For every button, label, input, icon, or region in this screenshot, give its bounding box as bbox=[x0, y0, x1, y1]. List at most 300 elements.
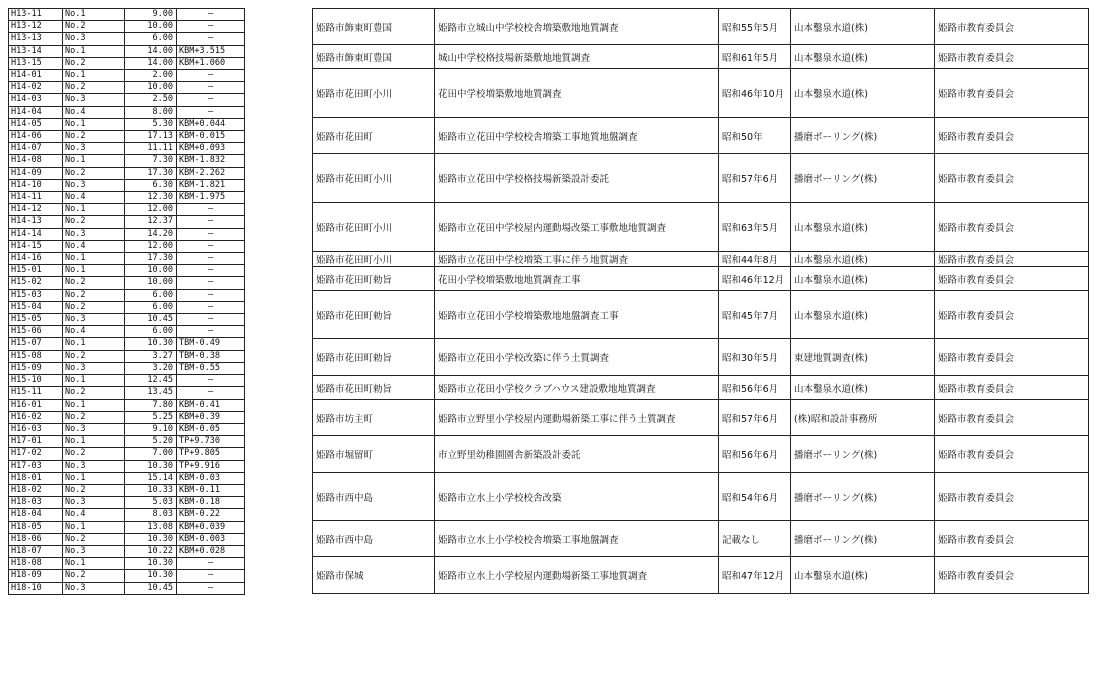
borehole-id: H15-04 bbox=[9, 301, 63, 313]
survey-row bbox=[313, 118, 1089, 154]
survey-client: 姫路市教育委員会 bbox=[935, 436, 1089, 473]
survey-date: 昭和50年 bbox=[719, 118, 791, 154]
borehole-depth: 17.30 bbox=[125, 253, 177, 265]
survey-row bbox=[313, 376, 1089, 400]
borehole-elevation: — bbox=[177, 216, 245, 228]
borehole-id: H17-02 bbox=[9, 448, 63, 460]
borehole-id: H14-11 bbox=[9, 192, 63, 204]
borehole-id: H13-11 bbox=[9, 9, 63, 21]
survey-contractor: 播磨ボーリング(株) bbox=[791, 521, 935, 557]
survey-client: 姫路市教育委員会 bbox=[935, 45, 1089, 69]
borehole-elevation: KBM+0.039 bbox=[177, 521, 245, 533]
spacer-cell bbox=[245, 167, 309, 179]
spacer-cell bbox=[245, 228, 309, 240]
borehole-id: H14-04 bbox=[9, 106, 63, 118]
borehole-row bbox=[9, 558, 309, 570]
borehole-row bbox=[9, 545, 309, 557]
borehole-elevation: KBM+3.515 bbox=[177, 45, 245, 57]
borehole-row bbox=[9, 399, 309, 411]
borehole-no: No.1 bbox=[63, 70, 125, 82]
borehole-elevation: TBM-0.49 bbox=[177, 338, 245, 350]
borehole-id: H14-09 bbox=[9, 167, 63, 179]
survey-title: 姫路市立花田中学校屋内運動場改築工事敷地地質調査 bbox=[435, 203, 719, 252]
survey-date: 昭和30年5月 bbox=[719, 339, 791, 376]
borehole-depth: 8.03 bbox=[125, 509, 177, 521]
spacer-cell bbox=[245, 448, 309, 460]
survey-row bbox=[313, 252, 1089, 267]
borehole-depth: 10.00 bbox=[125, 82, 177, 94]
borehole-depth: 12.00 bbox=[125, 204, 177, 216]
borehole-depth: 10.22 bbox=[125, 545, 177, 557]
borehole-id: H18-02 bbox=[9, 484, 63, 496]
borehole-id: H17-01 bbox=[9, 436, 63, 448]
borehole-no: No.1 bbox=[63, 472, 125, 484]
borehole-elevation: — bbox=[177, 94, 245, 106]
spacer-cell bbox=[245, 33, 309, 45]
borehole-elevation: — bbox=[177, 82, 245, 94]
survey-place: 姫路市花田町勅旨 bbox=[313, 339, 435, 376]
spacer-cell bbox=[245, 118, 309, 130]
borehole-row bbox=[9, 118, 309, 130]
borehole-depth: 5.25 bbox=[125, 411, 177, 423]
spacer-cell bbox=[245, 289, 309, 301]
borehole-elevation: KBM+0.028 bbox=[177, 545, 245, 557]
borehole-no: No.3 bbox=[63, 228, 125, 240]
borehole-row bbox=[9, 45, 309, 57]
borehole-depth: 6.00 bbox=[125, 301, 177, 313]
survey-title: 姫路市立水上小学校屋内運動場新築工事地質調査 bbox=[435, 557, 719, 594]
spacer-cell bbox=[245, 131, 309, 143]
borehole-no: No.2 bbox=[63, 131, 125, 143]
survey-place: 姫路市花田町勅旨 bbox=[313, 376, 435, 400]
survey-client: 姫路市教育委員会 bbox=[935, 473, 1089, 521]
borehole-id: H13-12 bbox=[9, 21, 63, 33]
spacer-cell bbox=[245, 314, 309, 326]
spacer-cell bbox=[245, 9, 309, 21]
borehole-elevation: — bbox=[177, 21, 245, 33]
document-page bbox=[8, 8, 1088, 668]
borehole-id: H14-02 bbox=[9, 82, 63, 94]
spacer-cell bbox=[245, 155, 309, 167]
borehole-depth: 2.00 bbox=[125, 70, 177, 82]
survey-title: 城山中学校格技場新築敷地地質調査 bbox=[435, 45, 719, 69]
borehole-row bbox=[9, 509, 309, 521]
borehole-no: No.1 bbox=[63, 265, 125, 277]
borehole-depth: 15.14 bbox=[125, 472, 177, 484]
borehole-row bbox=[9, 167, 309, 179]
survey-client: 姫路市教育委員会 bbox=[935, 9, 1089, 45]
survey-contractor: 播磨ボーリング(株) bbox=[791, 154, 935, 203]
borehole-depth: 6.00 bbox=[125, 33, 177, 45]
borehole-row bbox=[9, 350, 309, 362]
survey-client: 姫路市教育委員会 bbox=[935, 69, 1089, 118]
borehole-elevation: — bbox=[177, 387, 245, 399]
borehole-elevation: — bbox=[177, 301, 245, 313]
spacer-cell bbox=[245, 558, 309, 570]
borehole-depth: 10.30 bbox=[125, 460, 177, 472]
borehole-depth: 3.20 bbox=[125, 362, 177, 374]
borehole-elevation: TBM-0.38 bbox=[177, 350, 245, 362]
borehole-no: No.1 bbox=[63, 375, 125, 387]
borehole-elevation: — bbox=[177, 265, 245, 277]
borehole-depth: 10.45 bbox=[125, 314, 177, 326]
survey-row bbox=[313, 291, 1089, 339]
survey-row bbox=[313, 436, 1089, 473]
survey-row bbox=[313, 473, 1089, 521]
borehole-row bbox=[9, 240, 309, 252]
survey-title: 花田小学校増築敷地地質調査工事 bbox=[435, 267, 719, 291]
borehole-elevation: KBM+0.39 bbox=[177, 411, 245, 423]
borehole-depth: 6.00 bbox=[125, 326, 177, 338]
borehole-id: H15-02 bbox=[9, 277, 63, 289]
survey-title: 姫路市立花田小学校クラブハウス建設敷地地質調査 bbox=[435, 376, 719, 400]
borehole-id: H18-05 bbox=[9, 521, 63, 533]
survey-contractor: 播磨ボーリング(株) bbox=[791, 473, 935, 521]
borehole-row bbox=[9, 265, 309, 277]
borehole-no: No.4 bbox=[63, 106, 125, 118]
borehole-no: No.1 bbox=[63, 9, 125, 21]
borehole-no: No.2 bbox=[63, 289, 125, 301]
borehole-id: H14-07 bbox=[9, 143, 63, 155]
borehole-elevation: KBM-1.821 bbox=[177, 179, 245, 191]
survey-contractor: 山本鑿泉水道(株) bbox=[791, 557, 935, 594]
borehole-row bbox=[9, 94, 309, 106]
survey-contractor: 東建地質調査(株) bbox=[791, 339, 935, 376]
borehole-elevation: — bbox=[177, 582, 245, 594]
spacer-cell bbox=[245, 21, 309, 33]
borehole-id: H14-13 bbox=[9, 216, 63, 228]
survey-date: 昭和63年5月 bbox=[719, 203, 791, 252]
borehole-id: H15-03 bbox=[9, 289, 63, 301]
survey-row bbox=[313, 69, 1089, 118]
survey-place: 姫路市飾東町豊国 bbox=[313, 45, 435, 69]
spacer-cell bbox=[245, 253, 309, 265]
survey-client: 姫路市教育委員会 bbox=[935, 118, 1089, 154]
borehole-row bbox=[9, 277, 309, 289]
spacer-cell bbox=[245, 497, 309, 509]
borehole-depth: 9.10 bbox=[125, 423, 177, 435]
borehole-id: H15-08 bbox=[9, 350, 63, 362]
borehole-row bbox=[9, 472, 309, 484]
borehole-depth: 12.37 bbox=[125, 216, 177, 228]
borehole-row bbox=[9, 533, 309, 545]
borehole-id: H13-13 bbox=[9, 33, 63, 45]
borehole-row bbox=[9, 82, 309, 94]
survey-title: 姫路市立野里小学校屋内運動場新築工事に伴う土質調査 bbox=[435, 400, 719, 436]
borehole-id: H18-01 bbox=[9, 472, 63, 484]
borehole-elevation: — bbox=[177, 570, 245, 582]
survey-date: 昭和61年5月 bbox=[719, 45, 791, 69]
survey-title: 姫路市立水上小学校校舎増築工事地盤調査 bbox=[435, 521, 719, 557]
borehole-depth: 5.03 bbox=[125, 497, 177, 509]
survey-date: 昭和44年8月 bbox=[719, 252, 791, 267]
spacer-cell bbox=[245, 45, 309, 57]
borehole-no: No.2 bbox=[63, 570, 125, 582]
borehole-no: No.1 bbox=[63, 399, 125, 411]
survey-title: 姫路市立花田小学校増築敷地地盤調査工事 bbox=[435, 291, 719, 339]
borehole-depth: 13.45 bbox=[125, 387, 177, 399]
borehole-depth: 14.00 bbox=[125, 45, 177, 57]
spacer-cell bbox=[245, 326, 309, 338]
survey-contractor: 山本鑿泉水道(株) bbox=[791, 45, 935, 69]
survey-place: 姫路市花田町小川 bbox=[313, 154, 435, 203]
borehole-row bbox=[9, 70, 309, 82]
borehole-elevation: — bbox=[177, 289, 245, 301]
borehole-elevation: — bbox=[177, 204, 245, 216]
spacer-cell bbox=[245, 265, 309, 277]
borehole-no: No.3 bbox=[63, 582, 125, 594]
survey-date: 昭和47年12月 bbox=[719, 557, 791, 594]
borehole-no: No.3 bbox=[63, 94, 125, 106]
spacer-cell bbox=[245, 70, 309, 82]
survey-contractor: 山本鑿泉水道(株) bbox=[791, 69, 935, 118]
borehole-depth: 10.45 bbox=[125, 582, 177, 594]
borehole-elevation: — bbox=[177, 277, 245, 289]
survey-place: 姫路市花田町小川 bbox=[313, 203, 435, 252]
borehole-row bbox=[9, 411, 309, 423]
borehole-no: No.2 bbox=[63, 82, 125, 94]
borehole-depth: 10.30 bbox=[125, 570, 177, 582]
borehole-no: No.1 bbox=[63, 558, 125, 570]
survey-contractor: 播磨ボーリング(株) bbox=[791, 118, 935, 154]
borehole-depth: 10.00 bbox=[125, 21, 177, 33]
borehole-no: No.3 bbox=[63, 33, 125, 45]
borehole-elevation: KBM-0.22 bbox=[177, 509, 245, 521]
survey-place: 姫路市花田町小川 bbox=[313, 69, 435, 118]
borehole-depth: 10.30 bbox=[125, 338, 177, 350]
borehole-elevation: KBM-2.262 bbox=[177, 167, 245, 179]
borehole-id: H18-03 bbox=[9, 497, 63, 509]
borehole-id: H18-10 bbox=[9, 582, 63, 594]
borehole-elevation: TP+9.916 bbox=[177, 460, 245, 472]
borehole-no: No.4 bbox=[63, 240, 125, 252]
borehole-elevation: — bbox=[177, 558, 245, 570]
borehole-no: No.2 bbox=[63, 21, 125, 33]
survey-date: 昭和57年6月 bbox=[719, 400, 791, 436]
borehole-row bbox=[9, 179, 309, 191]
borehole-no: No.2 bbox=[63, 301, 125, 313]
survey-client: 姫路市教育委員会 bbox=[935, 376, 1089, 400]
spacer-cell bbox=[245, 106, 309, 118]
borehole-elevation: — bbox=[177, 326, 245, 338]
borehole-id: H15-10 bbox=[9, 375, 63, 387]
spacer-cell bbox=[245, 204, 309, 216]
survey-row bbox=[313, 339, 1089, 376]
borehole-elevation: TBM-0.55 bbox=[177, 362, 245, 374]
borehole-elevation: — bbox=[177, 9, 245, 21]
borehole-row bbox=[9, 21, 309, 33]
borehole-no: No.2 bbox=[63, 277, 125, 289]
borehole-depth: 8.00 bbox=[125, 106, 177, 118]
survey-title: 姫路市立花田中学校格技場新築設計委託 bbox=[435, 154, 719, 203]
survey-contractor: 山本鑿泉水道(株) bbox=[791, 203, 935, 252]
spacer-cell bbox=[245, 375, 309, 387]
borehole-no: No.2 bbox=[63, 411, 125, 423]
survey-place: 姫路市保城 bbox=[313, 557, 435, 594]
survey-client: 姫路市教育委員会 bbox=[935, 252, 1089, 267]
borehole-no: No.2 bbox=[63, 533, 125, 545]
survey-client: 姫路市教育委員会 bbox=[935, 203, 1089, 252]
survey-date: 昭和56年6月 bbox=[719, 436, 791, 473]
spacer-cell bbox=[245, 582, 309, 594]
borehole-elevation: — bbox=[177, 70, 245, 82]
borehole-row bbox=[9, 253, 309, 265]
spacer-cell bbox=[245, 143, 309, 155]
survey-contractor: 山本鑿泉水道(株) bbox=[791, 9, 935, 45]
borehole-row bbox=[9, 216, 309, 228]
survey-date: 昭和55年5月 bbox=[719, 9, 791, 45]
borehole-depth: 7.00 bbox=[125, 448, 177, 460]
borehole-depth: 5.30 bbox=[125, 118, 177, 130]
borehole-no: No.3 bbox=[63, 143, 125, 155]
borehole-no: No.2 bbox=[63, 216, 125, 228]
borehole-id: H16-01 bbox=[9, 399, 63, 411]
borehole-depth: 7.30 bbox=[125, 155, 177, 167]
borehole-no: No.1 bbox=[63, 45, 125, 57]
survey-row bbox=[313, 9, 1089, 45]
borehole-depth: 12.45 bbox=[125, 375, 177, 387]
spacer-cell bbox=[245, 338, 309, 350]
spacer-cell bbox=[245, 509, 309, 521]
survey-date: 昭和57年6月 bbox=[719, 154, 791, 203]
borehole-no: No.4 bbox=[63, 192, 125, 204]
survey-client: 姫路市教育委員会 bbox=[935, 291, 1089, 339]
survey-place: 姫路市花田町 bbox=[313, 118, 435, 154]
spacer-cell bbox=[245, 350, 309, 362]
borehole-row bbox=[9, 143, 309, 155]
borehole-id: H14-12 bbox=[9, 204, 63, 216]
spacer-cell bbox=[245, 521, 309, 533]
survey-date: 昭和46年12月 bbox=[719, 267, 791, 291]
survey-title: 姫路市立水上小学校校舎改築 bbox=[435, 473, 719, 521]
borehole-elevation: — bbox=[177, 314, 245, 326]
borehole-depth: 14.00 bbox=[125, 57, 177, 69]
borehole-row bbox=[9, 497, 309, 509]
survey-contractor: 山本鑿泉水道(株) bbox=[791, 267, 935, 291]
spacer-cell bbox=[245, 436, 309, 448]
spacer-cell bbox=[245, 301, 309, 313]
borehole-elevation: KBM-0.18 bbox=[177, 497, 245, 509]
survey-place: 姫路市花田町勅旨 bbox=[313, 291, 435, 339]
spacer-cell bbox=[245, 484, 309, 496]
survey-row bbox=[313, 203, 1089, 252]
spacer-cell bbox=[245, 460, 309, 472]
survey-contractor: (株)昭和設計事務所 bbox=[791, 400, 935, 436]
borehole-depth: 6.00 bbox=[125, 289, 177, 301]
borehole-depth: 3.27 bbox=[125, 350, 177, 362]
spacer-cell bbox=[245, 411, 309, 423]
borehole-row bbox=[9, 436, 309, 448]
borehole-id: H14-14 bbox=[9, 228, 63, 240]
borehole-id: H15-06 bbox=[9, 326, 63, 338]
survey-contractor: 山本鑿泉水道(株) bbox=[791, 252, 935, 267]
borehole-no: No.3 bbox=[63, 179, 125, 191]
borehole-no: No.2 bbox=[63, 167, 125, 179]
borehole-elevation: — bbox=[177, 375, 245, 387]
borehole-id: H14-03 bbox=[9, 94, 63, 106]
borehole-depth: 5.20 bbox=[125, 436, 177, 448]
borehole-no: No.2 bbox=[63, 57, 125, 69]
borehole-id: H15-09 bbox=[9, 362, 63, 374]
borehole-depth: 14.20 bbox=[125, 228, 177, 240]
borehole-elevation: KBM-1.975 bbox=[177, 192, 245, 204]
survey-contractor: 山本鑿泉水道(株) bbox=[791, 376, 935, 400]
borehole-row bbox=[9, 387, 309, 399]
spacer-cell bbox=[245, 423, 309, 435]
survey-contractor: 山本鑿泉水道(株) bbox=[791, 291, 935, 339]
borehole-elevation: KBM+0.044 bbox=[177, 118, 245, 130]
borehole-elevation: KBM-0.05 bbox=[177, 423, 245, 435]
survey-client: 姫路市教育委員会 bbox=[935, 339, 1089, 376]
survey-title: 姫路市立花田小学校改築に伴う土質調査 bbox=[435, 339, 719, 376]
survey-place: 姫路市西中島 bbox=[313, 473, 435, 521]
borehole-depth: 7.80 bbox=[125, 399, 177, 411]
borehole-row bbox=[9, 301, 309, 313]
spacer-cell bbox=[245, 240, 309, 252]
spacer-cell bbox=[245, 387, 309, 399]
survey-title: 姫路市立花田中学校校舎増築工事地質地盤調査 bbox=[435, 118, 719, 154]
survey-date: 昭和56年6月 bbox=[719, 376, 791, 400]
borehole-id: H16-03 bbox=[9, 423, 63, 435]
borehole-id: H13-15 bbox=[9, 57, 63, 69]
survey-date: 昭和46年10月 bbox=[719, 69, 791, 118]
survey-place: 姫路市坊主町 bbox=[313, 400, 435, 436]
spacer-cell bbox=[245, 94, 309, 106]
borehole-elevation: KBM-0.015 bbox=[177, 131, 245, 143]
borehole-no: No.1 bbox=[63, 253, 125, 265]
borehole-no: No.3 bbox=[63, 545, 125, 557]
borehole-id: H15-05 bbox=[9, 314, 63, 326]
borehole-row bbox=[9, 155, 309, 167]
spacer-cell bbox=[245, 216, 309, 228]
survey-row bbox=[313, 400, 1089, 436]
survey-place: 姫路市堀留町 bbox=[313, 436, 435, 473]
borehole-depth: 12.00 bbox=[125, 240, 177, 252]
borehole-depth: 10.00 bbox=[125, 265, 177, 277]
borehole-depth: 6.30 bbox=[125, 179, 177, 191]
borehole-elevation: KBM+0.093 bbox=[177, 143, 245, 155]
borehole-no: No.4 bbox=[63, 326, 125, 338]
borehole-elevation: KBM-0.003 bbox=[177, 533, 245, 545]
borehole-row bbox=[9, 106, 309, 118]
spacer-cell bbox=[245, 192, 309, 204]
survey-place: 姫路市花田町小川 bbox=[313, 252, 435, 267]
spacer-cell bbox=[245, 545, 309, 557]
borehole-no: No.2 bbox=[63, 484, 125, 496]
borehole-row bbox=[9, 289, 309, 301]
borehole-no: No.3 bbox=[63, 362, 125, 374]
borehole-id: H14-01 bbox=[9, 70, 63, 82]
borehole-id: H18-04 bbox=[9, 509, 63, 521]
borehole-depth: 9.00 bbox=[125, 9, 177, 21]
survey-place: 姫路市花田町勅旨 bbox=[313, 267, 435, 291]
borehole-row bbox=[9, 521, 309, 533]
spacer-cell bbox=[245, 277, 309, 289]
survey-title: 姫路市立花田中学校増築工事に伴う地質調査 bbox=[435, 252, 719, 267]
borehole-row bbox=[9, 338, 309, 350]
borehole-id: H13-14 bbox=[9, 45, 63, 57]
survey-row bbox=[313, 267, 1089, 291]
borehole-elevation: — bbox=[177, 33, 245, 45]
borehole-elevation: — bbox=[177, 228, 245, 240]
borehole-id: H18-09 bbox=[9, 570, 63, 582]
borehole-elevation: TP+9.730 bbox=[177, 436, 245, 448]
borehole-id: H14-10 bbox=[9, 179, 63, 191]
borehole-id: H15-11 bbox=[9, 387, 63, 399]
borehole-no: No.3 bbox=[63, 314, 125, 326]
spacer-cell bbox=[245, 570, 309, 582]
survey-title: 花田中学校増築敷地地質調査 bbox=[435, 69, 719, 118]
